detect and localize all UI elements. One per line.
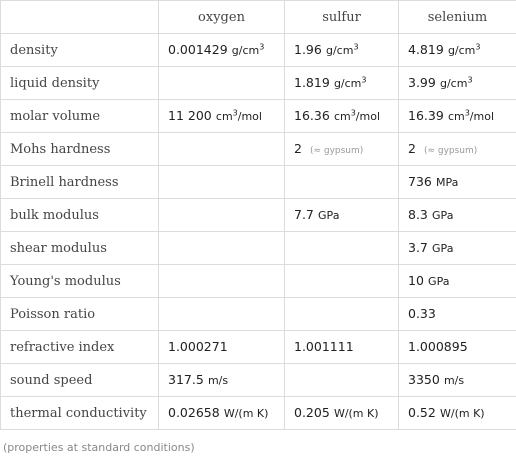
cell-value: 1.000895 — [408, 339, 468, 354]
cell-sulfur — [285, 364, 399, 397]
row-label: Young's modulus — [1, 265, 159, 298]
cell-value: 8.3 — [408, 207, 428, 222]
cell-selenium — [399, 34, 516, 67]
unit-text: cm — [447, 110, 465, 123]
cell-oxygen — [159, 67, 285, 100]
cell-value: 2 — [408, 141, 416, 156]
cell-oxygen — [159, 34, 285, 67]
row-label: liquid density — [1, 67, 159, 100]
cell-value: 0.52 — [408, 405, 436, 420]
cell-value: 3350 — [408, 372, 440, 387]
cell-value: 0.33 — [408, 306, 436, 321]
unit-text: GPa — [318, 209, 340, 222]
cell-sulfur — [285, 265, 399, 298]
cell-selenium — [399, 364, 516, 397]
cell-value: 317.5 — [168, 372, 204, 387]
unit-text: g/cm — [439, 77, 468, 90]
cell-value: 4.819 — [408, 42, 444, 57]
cell-value: 3.99 — [408, 75, 436, 90]
cell-unit — [208, 374, 228, 387]
cell-oxygen — [159, 199, 285, 232]
cell-unit — [428, 275, 449, 288]
cell-value: 1.819 — [294, 75, 330, 90]
table-row — [1, 100, 516, 133]
row-label: density — [1, 34, 159, 67]
unit-exponent: 3 — [350, 108, 356, 118]
cell-sulfur — [285, 397, 399, 430]
table-row — [1, 67, 516, 100]
unit-text: W/(m K) — [223, 407, 269, 420]
row-label: Mohs hardness — [1, 133, 159, 166]
unit-suffix: /mol — [469, 110, 495, 123]
cell-sulfur — [285, 100, 399, 133]
cell-oxygen — [159, 298, 285, 331]
cell-unit — [448, 44, 481, 57]
cell-selenium — [399, 232, 516, 265]
cell-value: 0.001429 — [168, 42, 228, 57]
table-row — [1, 364, 516, 397]
cell-value: 16.36 — [294, 108, 330, 123]
cell-oxygen — [159, 331, 285, 364]
unit-text: g/cm — [447, 44, 476, 57]
unit-text: GPa — [432, 209, 454, 222]
cell-selenium — [399, 265, 516, 298]
cell-unit — [232, 44, 265, 57]
table-row — [1, 397, 516, 430]
cell-unit — [318, 209, 339, 222]
cell-oxygen — [159, 166, 285, 199]
cell-value: 3.7 — [408, 240, 428, 255]
cell-value: 10 — [408, 273, 424, 288]
cell-value: 7.7 — [294, 207, 314, 222]
cell-selenium — [399, 298, 516, 331]
unit-exponent: 3 — [259, 42, 265, 52]
cell-selenium — [399, 100, 516, 133]
table-row — [1, 166, 516, 199]
cell-unit — [224, 407, 269, 420]
cell-unit — [444, 374, 464, 387]
cell-selenium — [399, 166, 516, 199]
cell-value: 736 — [408, 174, 432, 189]
cell-sulfur — [285, 232, 399, 265]
cell-oxygen — [159, 265, 285, 298]
row-label: sound speed — [1, 364, 159, 397]
cell-oxygen — [159, 397, 285, 430]
cell-note: (≈ gypsum) — [309, 146, 364, 156]
cell-sulfur — [285, 133, 399, 166]
cell-unit — [432, 209, 453, 222]
corner-cell — [1, 1, 159, 34]
unit-exponent: 3 — [361, 75, 367, 85]
unit-exponent: 3 — [353, 42, 359, 52]
unit-suffix: /mol — [237, 110, 262, 123]
cell-value: 11 200 — [168, 108, 212, 123]
cell-unit — [216, 110, 262, 123]
cell-value: 0.205 — [294, 405, 330, 420]
cell-selenium — [399, 133, 516, 166]
cell-value: 2 — [294, 141, 302, 156]
cell-sulfur — [285, 199, 399, 232]
unit-exponent: 3 — [464, 108, 470, 118]
unit-text: cm — [333, 110, 351, 123]
cell-value: 0.02658 — [168, 405, 220, 420]
cell-value: 16.39 — [408, 108, 444, 123]
cell-unit — [440, 77, 473, 90]
unit-text: g/cm — [325, 44, 354, 57]
row-label: Poisson ratio — [1, 298, 159, 331]
unit-exponent: 3 — [475, 42, 481, 52]
table-body — [1, 34, 516, 430]
table-row — [1, 199, 516, 232]
cell-oxygen — [159, 232, 285, 265]
unit-exponent: 3 — [232, 108, 238, 118]
cell-note: (≈ gypsum) — [423, 146, 478, 156]
unit-text: W/(m K) — [439, 407, 485, 420]
row-label: thermal conductivity — [1, 397, 159, 430]
cell-sulfur — [285, 331, 399, 364]
cell-value: 1.000271 — [168, 339, 228, 354]
cell-oxygen — [159, 100, 285, 133]
cell-unit — [440, 407, 485, 420]
table-row — [1, 265, 516, 298]
row-label: molar volume — [1, 100, 159, 133]
unit-exponent: 3 — [467, 75, 473, 85]
unit-text: W/(m K) — [333, 407, 379, 420]
cell-selenium — [399, 331, 516, 364]
unit-text: GPa — [428, 275, 450, 288]
cell-sulfur — [285, 67, 399, 100]
cell-selenium — [399, 397, 516, 430]
cell-sulfur — [285, 298, 399, 331]
footnote: (properties at standard conditions) — [3, 441, 195, 454]
cell-unit — [334, 407, 379, 420]
cell-unit — [448, 110, 494, 123]
column-header-sulfur: sulfur — [285, 1, 399, 34]
unit-text: cm — [215, 110, 233, 123]
row-label: Brinell hardness — [1, 166, 159, 199]
unit-suffix: /mol — [355, 110, 381, 123]
cell-unit — [334, 77, 367, 90]
unit-text: MPa — [436, 176, 459, 189]
unit-text: m/s — [207, 374, 229, 387]
cell-value: 1.96 — [294, 42, 322, 57]
unit-text: g/cm — [333, 77, 362, 90]
unit-text: m/s — [443, 374, 465, 387]
column-header-oxygen: oxygen — [159, 1, 285, 34]
unit-text: GPa — [432, 242, 454, 255]
cell-sulfur — [285, 166, 399, 199]
cell-oxygen — [159, 364, 285, 397]
cell-unit — [432, 242, 453, 255]
row-label: shear modulus — [1, 232, 159, 265]
unit-text: g/cm — [231, 44, 260, 57]
table-row — [1, 298, 516, 331]
cell-oxygen — [159, 133, 285, 166]
cell-unit — [334, 110, 380, 123]
cell-unit — [326, 44, 359, 57]
table-row — [1, 34, 516, 67]
cell-value: 1.001111 — [294, 339, 354, 354]
table-row — [1, 232, 516, 265]
table-row — [1, 331, 516, 364]
table-row — [1, 133, 516, 166]
column-header-selenium: selenium — [399, 1, 516, 34]
cell-selenium — [399, 199, 516, 232]
row-label: refractive index — [1, 331, 159, 364]
cell-sulfur — [285, 34, 399, 67]
cell-selenium — [399, 67, 516, 100]
row-label: bulk modulus — [1, 199, 159, 232]
header-row — [1, 1, 516, 34]
cell-unit — [436, 176, 458, 189]
